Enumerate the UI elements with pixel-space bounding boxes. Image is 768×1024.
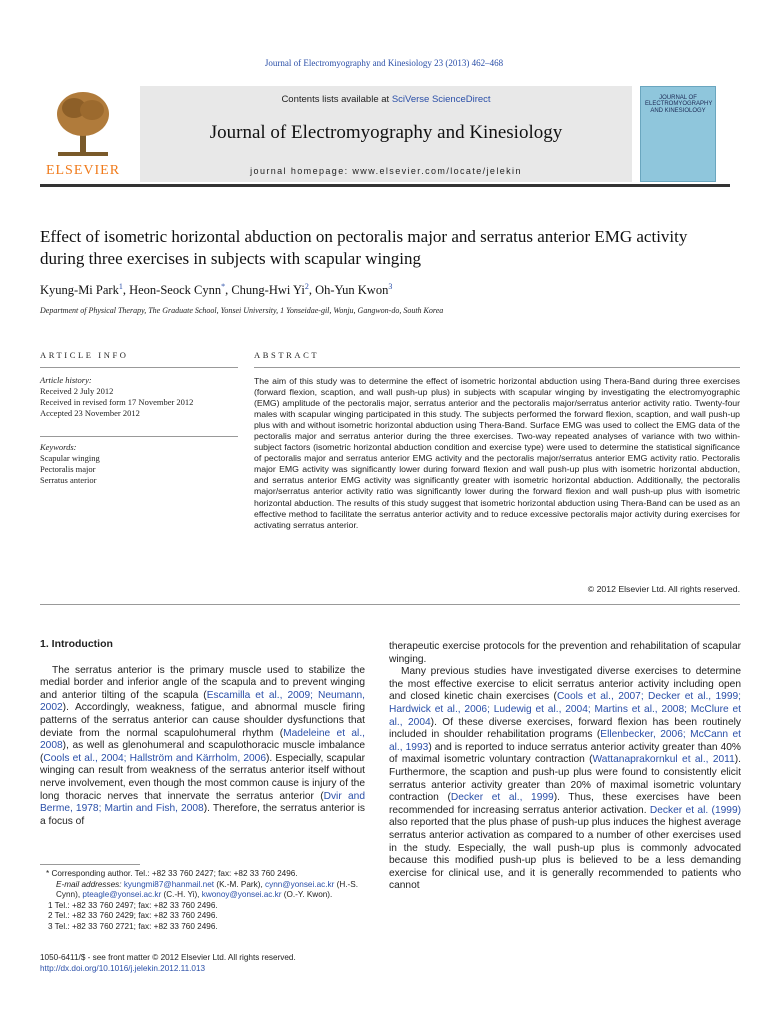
doi-link[interactable]: http://dx.doi.org/10.1016/j.jelekin.2012.11.013 (40, 964, 206, 973)
email-owner: (H.-S. Cynn), (56, 879, 358, 899)
info-divider (40, 367, 238, 368)
footnotes (40, 869, 370, 932)
affiliation: Department of Physical Therapy, The Graduate School, Yonsei University, 1 Yonseidae-gil, Wonju, Gangwon-do, South Korea (40, 306, 444, 315)
publisher-name: ELSEVIER (45, 163, 121, 178)
citation-link[interactable]: Decker et al., 1999 (450, 792, 554, 804)
email-link[interactable]: cynn@yonsei.ac.kr (265, 879, 335, 889)
author-footnote: 3 Tel.: +82 33 760 2721; fax: +82 33 760 2496. (48, 921, 218, 931)
email-link[interactable]: kwonoy@yonsei.ac.kr (201, 890, 282, 899)
abstract-bottom-divider (40, 604, 740, 605)
right-column (389, 641, 741, 893)
citation-link[interactable]: Cools et al., 2007; Decker et al., 1999; Hardwick et al., 2006; Ludewig et al., 2004; Martins et al., 2008; McClure et al., 2004 (389, 691, 742, 728)
history-label: Article history: (40, 375, 92, 385)
journal-banner (140, 86, 632, 182)
keyword-item: Pectoralis major (40, 464, 96, 474)
journal-reference[interactable]: Journal of Electromyography and Kinesiology 23 (2013) 462–468 (264, 58, 504, 68)
email-link[interactable]: pteagle@yonsei.ac.kr (82, 890, 162, 899)
citation-link[interactable]: Ellenbecker, 2006; McCann et al., 1993 (389, 729, 741, 753)
journal-homepage[interactable]: journal homepage: www.elsevier.com/locate/jelekin (250, 166, 522, 176)
text-run: ). Of these diverse exercises, forward flexion has been routinely included in shoulder rehabilitation programs ( (389, 716, 741, 741)
text-run: also reported that the plus phase of push-up plus induces the highest average serratus anterior activation as compared to a number of other exercises used in the study. Especially, the wall push-up plus is commonly advocated because this modified push-up plus is believed to be a less demanding exercise for clinical use, and it is generally recommended to patients who cannot (389, 817, 741, 892)
text-run: ), as well as glenohumeral and scapulothoracic muscle imbalance ( (40, 740, 365, 764)
tree-icon (54, 88, 112, 158)
email-owner: (C.-H. Yi), (161, 890, 202, 899)
author-name: Chung-Hwi Yi (231, 283, 305, 298)
citation-link[interactable]: Decker et al. (1999) (649, 804, 742, 816)
intro-column (40, 638, 365, 828)
email-owner: (K.-M. Park), (214, 879, 266, 889)
sciencedirect-link[interactable]: SciVerse ScienceDirect (391, 94, 491, 105)
keyword-item: Serratus anterior (40, 475, 97, 485)
email-link[interactable]: kyungmi87@hanmail.net (123, 879, 215, 889)
issn-line: 1050-6411/$ - see front matter © 2012 Elsevier Ltd. All rights reserved. (40, 953, 296, 962)
citation-link[interactable]: Madeleine et al., 2008 (40, 727, 365, 752)
copyright-notice: © 2012 Elsevier Ltd. All rights reserved. (587, 584, 740, 594)
contents-prefix: Contents lists available at (281, 94, 392, 105)
cover-title: JOURNAL OF ELECTROMYOGRAPHY AND KINESIOLOGY (645, 95, 713, 114)
info-divider (40, 436, 238, 437)
history-item: Received in revised form 17 November 2012 (40, 397, 194, 407)
text-run: ). Therefore, the serratus anterior is a focus of (40, 803, 365, 827)
keyword-item: Scapular winging (40, 453, 100, 463)
author-mark[interactable]: 1 (118, 282, 123, 291)
section-heading: 1. Introduction (40, 638, 113, 650)
author-footnote: 2 Tel.: +82 33 760 2429; fax: +82 33 760 2496. (48, 911, 218, 920)
text-run: ). Accordingly, weakness, fatigue, and abnormal muscle firing patterns of the serratus anterior can cause shoulder dysfunctions that deviate from the normal scapulohumeral rhythm ( (40, 702, 365, 739)
abstract-text: The aim of this study was to determine the effect of isometric horizontal abduction using Thera-Band during three exercises (forward flexion, scaption, and wall push-up plus) in subjects with scapular winging by investigating the electromyographic (EMG) amplitude of the pectoralis major, serratus anterior and the pectoralis major/serratus anterior activity ratio. Twenty-four males with scapular winging participated in this study. The subjects performed the forward flexion, scaption, and wall push-up plus with and without isometric horizontal abduction using Thera-Band. Surface EMG was used to collect the EMG data of the pectoralis major and serratus anterior during the three exercises. Two-way repeated analyses of variance with two within-subject factors (isometric horizontal abduction condition and exercise type) were used to determine the statistical significance of pectoralis major and serratus anterior EMG activity and the pectoralis major/serratus anterior EMG activity ratio. Pectoralis major EMG activity was significantly lower during forward flexion and wall push-up plus with isometric horizontal abduction, and serratus anterior EMG activity was significantly greater with isometric horizontal abduction. Additionally, the pectoralis major/serratus anterior activity ratio was significantly lower during the forward flexion and wall push-up plus with isometric horizontal abduction. The results of this study suggest that isometric horizontal abduction using Thera-Band can be used as an effective method to facilitate the serratus anterior activity and to reduce excessive pectoralis major activity during exercises for activating serratus anterior. (254, 376, 740, 530)
text-run: ). Furthermore, the scaption and push-up plus were found to consistently elicit serratus anterior activity greater than 20% of maximal isometric voluntary contraction ( (389, 754, 741, 804)
email-label: E-mail addresses: (56, 879, 122, 889)
footnote-divider (40, 864, 140, 865)
article-meta (40, 952, 370, 974)
author-mark[interactable]: * (221, 282, 226, 291)
history-item: Accepted 23 November 2012 (40, 408, 140, 418)
article-info-heading: ARTICLE INFO (40, 350, 129, 360)
author-footnote: 1 Tel.: +82 33 760 2497; fax: +82 33 760 2496. (48, 900, 218, 910)
paragraph (40, 665, 365, 829)
paragraph (389, 666, 741, 893)
email-note (40, 880, 370, 901)
citation-link[interactable]: Escamilla et al., 2009; Neumann, 2002 (40, 689, 365, 714)
contents-line (140, 94, 632, 105)
citation-link[interactable]: Wattanaprakornkul et al., 2011 (592, 754, 735, 766)
paragraph: therapeutic exercise protocols for the prevention and rehabilitation of scapular winging. (389, 641, 741, 665)
header-divider (40, 184, 730, 187)
abstract-heading: ABSTRACT (254, 350, 320, 360)
author-name: Kyung-Mi Park (40, 283, 119, 298)
text-run: The serratus anterior is the primary muscle used to stabilize the medial border and inferior angle of the scapula and to prevent winging and anterior tilting of the scapula ( (40, 664, 365, 701)
author-name: Oh-Yun Kwon (315, 283, 389, 298)
journal-title: Journal of Electromyography and Kinesiology (209, 122, 563, 143)
author-mark[interactable]: 3 (388, 282, 393, 291)
citation-link[interactable]: Cools et al., 2004; Hallström and Kärrholm, 2006 (43, 752, 267, 764)
article-history (40, 375, 238, 419)
keywords (40, 442, 238, 486)
keywords-label: Keywords: (40, 442, 77, 452)
journal-cover (640, 86, 716, 182)
text-run: ). Especially, scapular winging can result from weakness of the serratus anterior itself without nerve involvement, even though the most common cause is injury of the long thoracic nerves that innervate the serratus anterior ( (40, 752, 366, 802)
citation-link[interactable]: Dvir and Berme, 1978; Martin and Fish, 2008 (40, 790, 366, 815)
text-run: ) and is reported to induce serratus anterior activity greater than 40% of maximal isometric voluntary contraction ( (389, 741, 741, 766)
abstract-divider (254, 367, 740, 368)
text-run: Many previous studies have investigated diverse exercises to determine the most effective exercise to elicit serratus anterior activity including open and closed kinetic chain exercises ( (389, 666, 741, 703)
elsevier-logo (40, 88, 126, 178)
history-item: Received 2 July 2012 (40, 386, 114, 396)
corresponding-author-note: * Corresponding author. Tel.: +82 33 760 2427; fax: +82 33 760 2496. (46, 869, 298, 878)
author-name: Heon-Seock Cynn (129, 283, 222, 298)
text-run: ). Thus, these exercises have been recommended for increasing serratus anterior activation. (389, 792, 741, 816)
author-list: Kyung-Mi Park$^1$, Heon-Seock Cynn*, Chung-Hwi Yi$^2$, Oh-Yun Kwon$^3$ (40, 282, 393, 298)
article-title: Effect of isometric horizontal abduction on pectoralis major and serratus anterior EMG activity during three exercises in subjects with scapular winging (40, 227, 688, 268)
email-owner: (O.-Y. Kwon). (281, 890, 333, 899)
author-mark[interactable]: 2 (304, 282, 309, 291)
